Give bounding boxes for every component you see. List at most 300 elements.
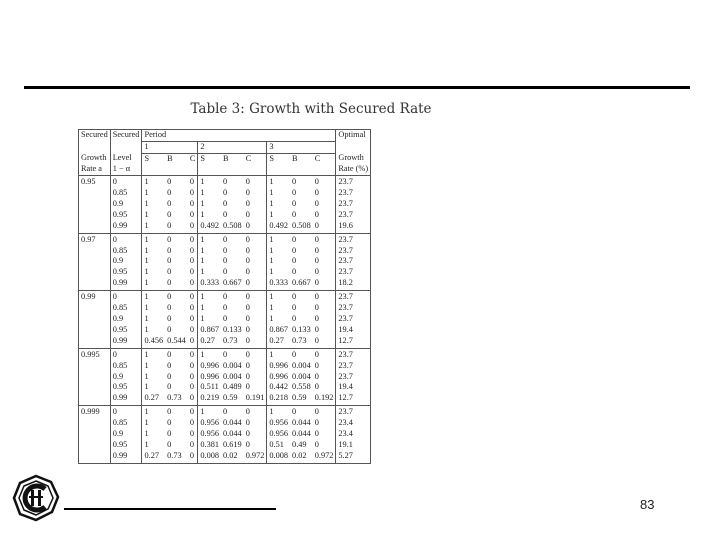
header-optimal-growth-rate-lower	[336, 153, 371, 175]
cell-b1: 0	[167, 324, 172, 334]
cell-c3: 0	[314, 303, 319, 313]
table-title: Table 3: Growth with Secured Rate	[190, 101, 432, 117]
cell-s2: 1	[198, 210, 221, 221]
cell-growth-rate: 0.995	[81, 349, 100, 359]
cell-secured-level: 0.99	[110, 336, 142, 348]
cell-b3: 0	[292, 256, 297, 266]
cell-s2: 0.996	[198, 372, 221, 383]
cell-secured-level: 0.99	[110, 451, 142, 463]
cell-growth-rate	[79, 325, 111, 336]
cell-s2: 0.956	[198, 429, 221, 440]
cell-s1: 1	[142, 246, 165, 257]
cell-c1: 0	[189, 371, 194, 381]
cell-b2: 0	[223, 292, 228, 302]
cell-c1: 0	[189, 418, 194, 428]
cell-s1: 0.456	[142, 336, 165, 348]
table-body	[79, 176, 371, 464]
cell-growth-rate	[79, 393, 111, 405]
table-row	[79, 176, 371, 188]
subheader-c-1: C	[188, 153, 198, 175]
cell-b3: 0	[292, 407, 297, 417]
cell-c3: 0.192	[313, 393, 336, 405]
cell-optimal-rate: 23.4	[336, 429, 371, 440]
cell-s1: 1	[142, 382, 165, 393]
cell-growth-rate: 0.999	[81, 407, 100, 417]
cell-growth-rate	[79, 314, 111, 325]
cell-b2: 0.044	[223, 418, 242, 428]
cell-secured-level: 0.95	[110, 382, 142, 393]
cell-b1: 0	[167, 314, 172, 323]
cell-s3: 0.008	[267, 451, 290, 463]
page-number: 83	[640, 497, 655, 512]
cell-s3: 1	[267, 256, 290, 267]
cell-b1: 0	[167, 188, 172, 198]
cell-c2: 0	[244, 278, 267, 290]
table-row	[79, 278, 371, 290]
cell-optimal-rate: 23.4	[336, 418, 371, 429]
header-period-2: 2	[198, 141, 267, 153]
cell-c1: 0	[189, 407, 194, 417]
cell-c1: 0	[189, 188, 194, 198]
cell-b3: 0.73	[290, 336, 313, 348]
cell-c3: 0	[314, 324, 319, 334]
cell-c1: 0	[188, 393, 198, 405]
cell-s1: 1	[142, 429, 165, 440]
cell-s1: 0.27	[142, 451, 165, 463]
cell-s1: 1	[142, 361, 165, 372]
cell-b1: 0	[167, 439, 172, 449]
cell-secured-level: 0.85	[110, 188, 142, 199]
cell-secured-level: 0.99	[110, 221, 142, 233]
cell-c2: 0	[245, 198, 250, 208]
cell-c2: 0	[245, 324, 250, 334]
cell-optimal-rate: 23.7	[336, 406, 371, 418]
header-period-3: 3	[267, 141, 336, 153]
cell-b1: 0.73	[165, 451, 188, 463]
top-rule	[24, 86, 690, 89]
cell-b1: 0	[165, 221, 188, 233]
cell-s1: 1	[142, 303, 165, 314]
cell-c3: 0	[314, 439, 319, 449]
cell-s1: 1	[142, 406, 165, 418]
cell-optimal-rate: 23.7	[336, 176, 371, 188]
cell-b1: 0	[167, 209, 172, 219]
header-line: Optimal	[338, 130, 366, 139]
cell-secured-level: 0.95	[110, 325, 142, 336]
cell-b1: 0	[167, 245, 172, 255]
cell-b2: 0	[223, 349, 228, 359]
cell-c3: 0	[314, 292, 319, 302]
cell-c3: 0	[314, 177, 319, 187]
cell-c1: 0	[188, 451, 198, 463]
cell-b2: 0	[223, 188, 228, 198]
subheader-b-2: B	[221, 153, 244, 175]
cell-c2: 0	[245, 360, 250, 370]
cell-b2: 0	[223, 209, 228, 219]
cell-s2: 1	[198, 199, 221, 210]
cell-s3: 0.442	[267, 382, 290, 393]
cell-secured-level: 0.9	[110, 314, 142, 325]
cell-optimal-rate: 23.7	[336, 199, 371, 210]
cell-growth-rate: 0.95	[81, 177, 96, 187]
header-line: Rate a	[81, 164, 102, 174]
header-line: 1 − α	[112, 164, 131, 174]
header-secured-growth-rate	[79, 130, 111, 154]
cell-c1: 0	[189, 177, 194, 187]
cell-c2: 0.191	[244, 393, 267, 405]
cell-s1: 1	[142, 199, 165, 210]
cell-s3: 0.51	[267, 440, 290, 451]
university-seal-icon	[12, 474, 60, 522]
cell-s2: 0.956	[198, 418, 221, 429]
table-row	[79, 267, 371, 278]
cell-c3: 0	[314, 418, 319, 428]
table-row	[79, 418, 371, 429]
cell-c3: 0	[314, 267, 319, 277]
subheader-c-2: C	[244, 153, 267, 175]
cell-s1: 1	[142, 440, 165, 451]
cell-c3: 0	[314, 256, 319, 266]
cell-secured-level: 0	[110, 291, 142, 303]
cell-secured-level: 0.85	[110, 418, 142, 429]
cell-growth-rate	[79, 210, 111, 221]
cell-secured-level: 0.95	[110, 267, 142, 278]
cell-secured-level: 0.9	[110, 372, 142, 383]
cell-b1: 0	[167, 292, 172, 302]
cell-optimal-rate: 23.7	[336, 256, 371, 267]
cell-growth-rate	[79, 361, 111, 372]
cell-b2: 0.508	[221, 221, 244, 233]
cell-b3: 0	[292, 209, 297, 219]
cell-growth-rate	[79, 278, 111, 290]
cell-b1: 0	[165, 278, 188, 290]
subheader-s-1: S	[142, 153, 165, 175]
cell-c1: 0	[189, 360, 194, 370]
cell-b2: 0	[223, 407, 228, 417]
cell-s3: 0.956	[267, 418, 290, 429]
cell-c1: 0	[189, 303, 194, 313]
cell-b2: 0	[223, 303, 228, 313]
growth-table-wrapper	[78, 129, 371, 464]
table-row	[79, 210, 371, 221]
cell-c2: 0	[245, 314, 250, 323]
cell-c1: 0	[188, 278, 198, 290]
cell-c2: 0	[245, 256, 250, 266]
cell-growth-rate	[79, 199, 111, 210]
cell-c2: 0	[245, 209, 250, 219]
cell-s3: 1	[267, 176, 290, 188]
cell-c3: 0	[314, 209, 319, 219]
cell-growth-rate	[79, 221, 111, 233]
cell-s2: 1	[198, 314, 221, 325]
cell-s1: 1	[142, 291, 165, 303]
cell-c2: 0	[245, 303, 250, 313]
cell-c1: 0	[189, 234, 194, 244]
cell-c2: 0	[245, 429, 250, 439]
cell-b1: 0	[167, 177, 172, 187]
cell-c3: 0	[314, 234, 319, 244]
cell-b3: 0	[292, 292, 297, 302]
table-row	[79, 325, 371, 336]
cell-s2: 1	[198, 176, 221, 188]
cell-c1: 0	[189, 324, 194, 334]
cell-b3: 0	[292, 177, 297, 187]
cell-c1: 0	[188, 221, 198, 233]
cell-secured-level: 0.85	[110, 303, 142, 314]
cell-s3: 1	[267, 188, 290, 199]
cell-growth-rate	[79, 418, 111, 429]
cell-s3: 1	[267, 199, 290, 210]
cell-c2: 0	[245, 177, 250, 187]
cell-c2: 0	[245, 188, 250, 198]
cell-c3: 0.972	[313, 451, 336, 463]
cell-optimal-rate: 12.7	[336, 393, 371, 405]
header-line: Rate (%)	[338, 164, 369, 174]
subheader-b-3: B	[290, 153, 313, 175]
cell-secured-level: 0.9	[110, 199, 142, 210]
table-row	[79, 188, 371, 199]
cell-b2: 0	[223, 198, 228, 208]
cell-optimal-rate: 23.7	[336, 210, 371, 221]
cell-b2: 0	[223, 314, 228, 323]
cell-s2: 1	[198, 246, 221, 257]
cell-growth-rate: 0.99	[81, 292, 96, 302]
cell-optimal-rate: 19.6	[336, 221, 371, 233]
table-row	[79, 291, 371, 303]
cell-s3: 1	[267, 246, 290, 257]
cell-b2: 0.004	[223, 360, 242, 370]
cell-s3: 0.956	[267, 429, 290, 440]
cell-c2: 0	[245, 267, 250, 277]
cell-b3: 0.004	[292, 371, 311, 381]
cell-b2: 0.619	[223, 439, 242, 449]
cell-s2: 0.492	[198, 221, 221, 233]
cell-s3: 1	[267, 267, 290, 278]
table-row	[79, 429, 371, 440]
cell-growth-rate	[79, 440, 111, 451]
cell-s1: 1	[142, 176, 165, 188]
cell-s2: 1	[198, 303, 221, 314]
cell-b1: 0	[167, 234, 172, 244]
cell-c3: 0	[314, 349, 319, 359]
cell-s2: 0.381	[198, 440, 221, 451]
table-row	[79, 372, 371, 383]
cell-b2: 0.489	[223, 382, 242, 392]
cell-b2: 0	[223, 256, 228, 266]
cell-s1: 1	[142, 372, 165, 383]
cell-c3: 0	[314, 429, 319, 439]
cell-b2: 0.044	[223, 429, 242, 439]
cell-b1: 0.544	[165, 336, 188, 348]
cell-b3: 0.558	[292, 382, 311, 392]
cell-growth-rate	[79, 188, 111, 199]
cell-b3: 0.133	[292, 324, 311, 334]
header-period-1: 1	[142, 141, 198, 153]
cell-b3: 0	[292, 188, 297, 198]
cell-secured-level: 0.95	[110, 440, 142, 451]
cell-b3: 0.59	[290, 393, 313, 405]
cell-c1: 0	[189, 349, 194, 359]
cell-optimal-rate: 23.7	[336, 246, 371, 257]
cell-b3: 0.667	[290, 278, 313, 290]
cell-optimal-rate: 23.7	[336, 303, 371, 314]
cell-c2: 0	[245, 245, 250, 255]
cell-optimal-rate: 23.7	[336, 291, 371, 303]
cell-s3: 0.492	[267, 221, 290, 233]
cell-c3: 0	[314, 198, 319, 208]
cell-b2: 0	[223, 245, 228, 255]
cell-optimal-rate: 19.4	[336, 325, 371, 336]
cell-secured-level: 0	[110, 406, 142, 418]
subheader-s-3: S	[267, 153, 290, 175]
cell-b3: 0	[292, 349, 297, 359]
cell-s1: 1	[142, 267, 165, 278]
cell-b2: 0.59	[221, 393, 244, 405]
cell-b3: 0.02	[290, 451, 313, 463]
header-line: Growth	[81, 153, 107, 163]
cell-c3: 0	[313, 278, 336, 290]
cell-c3: 0	[313, 221, 336, 233]
cell-s3: 0.867	[267, 325, 290, 336]
cell-s2: 1	[198, 406, 221, 418]
cell-b1: 0	[167, 407, 172, 417]
cell-s2: 1	[198, 256, 221, 267]
cell-b3: 0	[292, 314, 297, 323]
cell-s2: 1	[198, 233, 221, 245]
cell-b3: 0	[292, 198, 297, 208]
cell-s3: 0.333	[267, 278, 290, 290]
cell-s1: 1	[142, 314, 165, 325]
cell-c3: 0	[313, 336, 336, 348]
header-secured-level-lower	[110, 153, 142, 175]
cell-c2: 0	[245, 418, 250, 428]
cell-s2: 1	[198, 188, 221, 199]
cell-s2: 1	[198, 348, 221, 360]
cell-c3: 0	[314, 382, 319, 392]
header-line: Secured	[81, 130, 108, 139]
cell-b2: 0.02	[221, 451, 244, 463]
cell-c2: 0	[245, 371, 250, 381]
header-line: Level	[112, 153, 132, 163]
cell-growth-rate	[79, 429, 111, 440]
table-row	[79, 393, 371, 405]
cell-c2: 0	[245, 382, 250, 392]
cell-optimal-rate: 19.1	[336, 440, 371, 451]
cell-c2: 0	[244, 336, 267, 348]
cell-c3: 0	[314, 360, 319, 370]
cell-s3: 1	[267, 303, 290, 314]
cell-b3: 0.004	[292, 360, 311, 370]
cell-c2: 0	[245, 439, 250, 449]
cell-s3: 0.218	[267, 393, 290, 405]
cell-growth-rate	[79, 256, 111, 267]
cell-b1: 0	[167, 349, 172, 359]
cell-s3: 0.27	[267, 336, 290, 348]
cell-b2: 0.004	[223, 371, 242, 381]
cell-optimal-rate: 18.2	[336, 278, 371, 290]
cell-secured-level: 0.9	[110, 256, 142, 267]
cell-secured-level: 0	[110, 176, 142, 188]
cell-b1: 0	[167, 371, 172, 381]
table-row	[79, 199, 371, 210]
table-row	[79, 221, 371, 233]
cell-s3: 1	[267, 233, 290, 245]
cell-b3: 0	[292, 234, 297, 244]
cell-c2: 0	[245, 292, 250, 302]
cell-s2: 0.008	[198, 451, 221, 463]
table-row	[79, 406, 371, 418]
cell-s3: 1	[267, 210, 290, 221]
cell-s1: 1	[142, 348, 165, 360]
cell-b2: 0.133	[223, 324, 242, 334]
growth-table	[78, 129, 371, 464]
cell-optimal-rate: 23.7	[336, 348, 371, 360]
cell-secured-level: 0.99	[110, 393, 142, 405]
cell-c3: 0	[314, 371, 319, 381]
subheader-c-3: C	[313, 153, 336, 175]
cell-secured-level: 0	[110, 233, 142, 245]
cell-c3: 0	[314, 407, 319, 417]
table-row	[79, 440, 371, 451]
cell-b3: 0.508	[290, 221, 313, 233]
cell-b1: 0	[167, 267, 172, 277]
cell-secured-level: 0	[110, 348, 142, 360]
cell-s3: 1	[267, 314, 290, 325]
cell-b3: 0	[292, 245, 297, 255]
cell-b1: 0	[167, 429, 172, 439]
cell-b2: 0.73	[221, 336, 244, 348]
cell-b2: 0.667	[221, 278, 244, 290]
cell-secured-level: 0.95	[110, 210, 142, 221]
cell-growth-rate	[79, 303, 111, 314]
table-row	[79, 382, 371, 393]
cell-s1: 1	[142, 210, 165, 221]
cell-c1: 0	[189, 292, 194, 302]
table-row	[79, 451, 371, 463]
cell-c2: 0	[244, 221, 267, 233]
cell-b2: 0	[223, 267, 228, 277]
cell-b3: 0.044	[292, 418, 311, 428]
cell-c1: 0	[188, 336, 198, 348]
header-optimal-growth-rate	[336, 130, 371, 154]
cell-b1: 0	[167, 256, 172, 266]
cell-s1: 0.27	[142, 393, 165, 405]
table-row	[79, 336, 371, 348]
header-line: Growth	[338, 153, 364, 163]
cell-s1: 1	[142, 221, 165, 233]
cell-b1: 0.73	[165, 393, 188, 405]
table-row	[79, 314, 371, 325]
cell-growth-rate	[79, 451, 111, 463]
cell-optimal-rate: 19.4	[336, 382, 371, 393]
cell-optimal-rate: 23.7	[336, 233, 371, 245]
cell-s3: 0.996	[267, 361, 290, 372]
cell-b1: 0	[167, 198, 172, 208]
cell-b2: 0	[223, 177, 228, 187]
cell-b1: 0	[167, 303, 172, 313]
cell-optimal-rate: 23.7	[336, 361, 371, 372]
cell-s1: 1	[142, 278, 165, 290]
cell-c1: 0	[189, 245, 194, 255]
cell-optimal-rate: 5.27	[336, 451, 371, 463]
cell-c2: 0	[245, 349, 250, 359]
table-row	[79, 348, 371, 360]
cell-c2: 0	[245, 407, 250, 417]
header-period: Period	[142, 130, 336, 142]
cell-c3: 0	[314, 314, 319, 323]
cell-optimal-rate: 12.7	[336, 336, 371, 348]
cell-s2: 0.219	[198, 393, 221, 405]
